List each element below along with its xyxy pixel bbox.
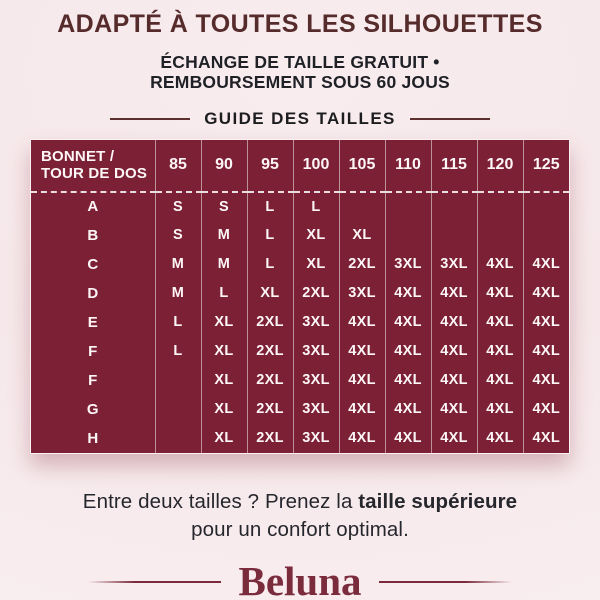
size-cell — [477, 192, 523, 221]
row-label: B — [87, 226, 99, 244]
size-cell: S — [155, 192, 201, 221]
size-cell — [155, 424, 201, 453]
size-cell: 4XL — [523, 424, 569, 453]
size-cell: 2XL — [247, 366, 293, 395]
note-text: pour un confort optimal. — [191, 518, 409, 542]
size-cell: XL — [293, 250, 339, 279]
size-cell: 4XL — [385, 424, 431, 453]
size-table — [31, 140, 569, 453]
page-title: ADAPTÉ À TOUTES LES SILHOUETTES — [57, 10, 543, 38]
size-cell — [431, 192, 477, 221]
table-row — [31, 366, 569, 395]
row-label: A — [87, 198, 99, 216]
size-cell: 3XL — [293, 395, 339, 424]
table-row — [31, 308, 569, 337]
column-header-100: 100 — [293, 140, 339, 192]
note-bold-text: taille supérieure — [358, 489, 518, 513]
size-table-corner-header: BONNET / TOUR DE DOS — [31, 140, 155, 192]
size-cell: L — [155, 308, 201, 337]
section-title: GUIDE DES TAILLES — [204, 108, 396, 128]
size-cell: M — [155, 279, 201, 308]
size-cell — [385, 192, 431, 221]
size-cell — [523, 192, 569, 221]
table-row — [31, 424, 569, 453]
size-cell: 2XL — [247, 337, 293, 366]
size-cell: 4XL — [523, 279, 569, 308]
subtitle — [0, 52, 600, 93]
size-cell: XL — [339, 221, 385, 250]
size-cell: 3XL — [385, 250, 431, 279]
size-cell: 3XL — [293, 424, 339, 453]
size-cell: L — [247, 192, 293, 221]
size-cell: L — [293, 192, 339, 221]
size-cell: 4XL — [385, 366, 431, 395]
size-cell: 4XL — [431, 337, 477, 366]
column-header-125: 125 — [523, 140, 569, 192]
size-cell: 3XL — [293, 337, 339, 366]
size-cell: 4XL — [523, 308, 569, 337]
row-label: E — [87, 313, 98, 331]
size-cell: 4XL — [523, 337, 569, 366]
size-cell: 4XL — [477, 366, 523, 395]
size-cell: 4XL — [385, 337, 431, 366]
size-cell: M — [155, 250, 201, 279]
row-label: D — [87, 284, 99, 302]
size-cell: 4XL — [339, 308, 385, 337]
size-cell: 2XL — [247, 395, 293, 424]
size-cell: 4XL — [339, 366, 385, 395]
size-cell: M — [201, 250, 247, 279]
size-cell: 2XL — [339, 250, 385, 279]
row-label: F — [88, 342, 98, 360]
size-cell — [155, 366, 201, 395]
size-cell: 3XL — [293, 308, 339, 337]
table-row — [31, 221, 569, 250]
size-cell: XL — [201, 366, 247, 395]
size-cell: 3XL — [431, 250, 477, 279]
row-label: H — [87, 429, 99, 447]
size-table-header-row — [31, 140, 569, 192]
row-label: F — [88, 371, 98, 389]
size-cell: 4XL — [431, 279, 477, 308]
size-cell — [339, 192, 385, 221]
size-cell: 3XL — [293, 366, 339, 395]
column-header-85: 85 — [155, 140, 201, 192]
size-cell: XL — [201, 308, 247, 337]
table-row — [31, 279, 569, 308]
size-cell — [385, 221, 431, 250]
subtitle-line-1: ÉCHANGE DE TAILLE GRATUIT • — [160, 52, 440, 72]
size-cell: XL — [293, 221, 339, 250]
size-cell: XL — [201, 337, 247, 366]
size-cell: L — [155, 337, 201, 366]
size-cell: XL — [201, 424, 247, 453]
size-cell: 2XL — [247, 308, 293, 337]
size-cell: 4XL — [523, 250, 569, 279]
column-header-95: 95 — [247, 140, 293, 192]
size-cell: 4XL — [477, 250, 523, 279]
size-cell: 4XL — [339, 395, 385, 424]
decorative-line-right — [410, 118, 490, 120]
column-header-90: 90 — [201, 140, 247, 192]
size-cell: 4XL — [431, 395, 477, 424]
brand-line-left — [88, 581, 221, 583]
size-cell: 4XL — [385, 279, 431, 308]
size-cell: XL — [201, 395, 247, 424]
size-cell: 4XL — [477, 395, 523, 424]
size-table-container — [30, 139, 570, 454]
size-cell: 4XL — [477, 279, 523, 308]
size-cell: 4XL — [385, 395, 431, 424]
size-cell: 4XL — [523, 366, 569, 395]
note-text: Entre deux tailles ? Prenez la — [82, 489, 359, 513]
size-cell — [523, 221, 569, 250]
table-row — [31, 337, 569, 366]
size-cell: L — [247, 221, 293, 250]
sizing-advice-note — [75, 488, 525, 545]
size-cell: 2XL — [293, 279, 339, 308]
brand-logo: Beluna — [238, 558, 362, 600]
size-cell: L — [247, 250, 293, 279]
size-cell — [477, 221, 523, 250]
size-cell: 4XL — [339, 337, 385, 366]
size-cell: L — [201, 279, 247, 308]
column-header-120: 120 — [477, 140, 523, 192]
size-cell: 4XL — [523, 395, 569, 424]
column-header-105: 105 — [339, 140, 385, 192]
size-cell — [155, 395, 201, 424]
size-cell: XL — [247, 279, 293, 308]
table-row — [31, 395, 569, 424]
table-row — [31, 250, 569, 279]
size-cell: 4XL — [477, 337, 523, 366]
size-cell: M — [201, 221, 247, 250]
size-cell: 4XL — [385, 308, 431, 337]
row-label: C — [87, 255, 99, 273]
brand-line-right — [379, 581, 512, 583]
size-cell: 4XL — [477, 308, 523, 337]
size-cell: 4XL — [431, 366, 477, 395]
size-cell: S — [155, 221, 201, 250]
column-header-110: 110 — [385, 140, 431, 192]
size-cell: 2XL — [247, 424, 293, 453]
size-cell: 4XL — [431, 308, 477, 337]
row-label: G — [86, 400, 99, 418]
brand-footer — [0, 558, 600, 600]
size-cell: 4XL — [477, 424, 523, 453]
size-cell: 3XL — [339, 279, 385, 308]
column-header-115: 115 — [431, 140, 477, 192]
table-row — [31, 192, 569, 221]
section-header — [0, 109, 600, 129]
subtitle-line-2: REMBOURSEMENT SOUS 60 JOUS — [150, 72, 450, 93]
size-cell: 4XL — [339, 424, 385, 453]
size-cell: 4XL — [431, 424, 477, 453]
size-cell — [431, 221, 477, 250]
size-cell: S — [201, 192, 247, 221]
decorative-line-left — [110, 118, 190, 120]
